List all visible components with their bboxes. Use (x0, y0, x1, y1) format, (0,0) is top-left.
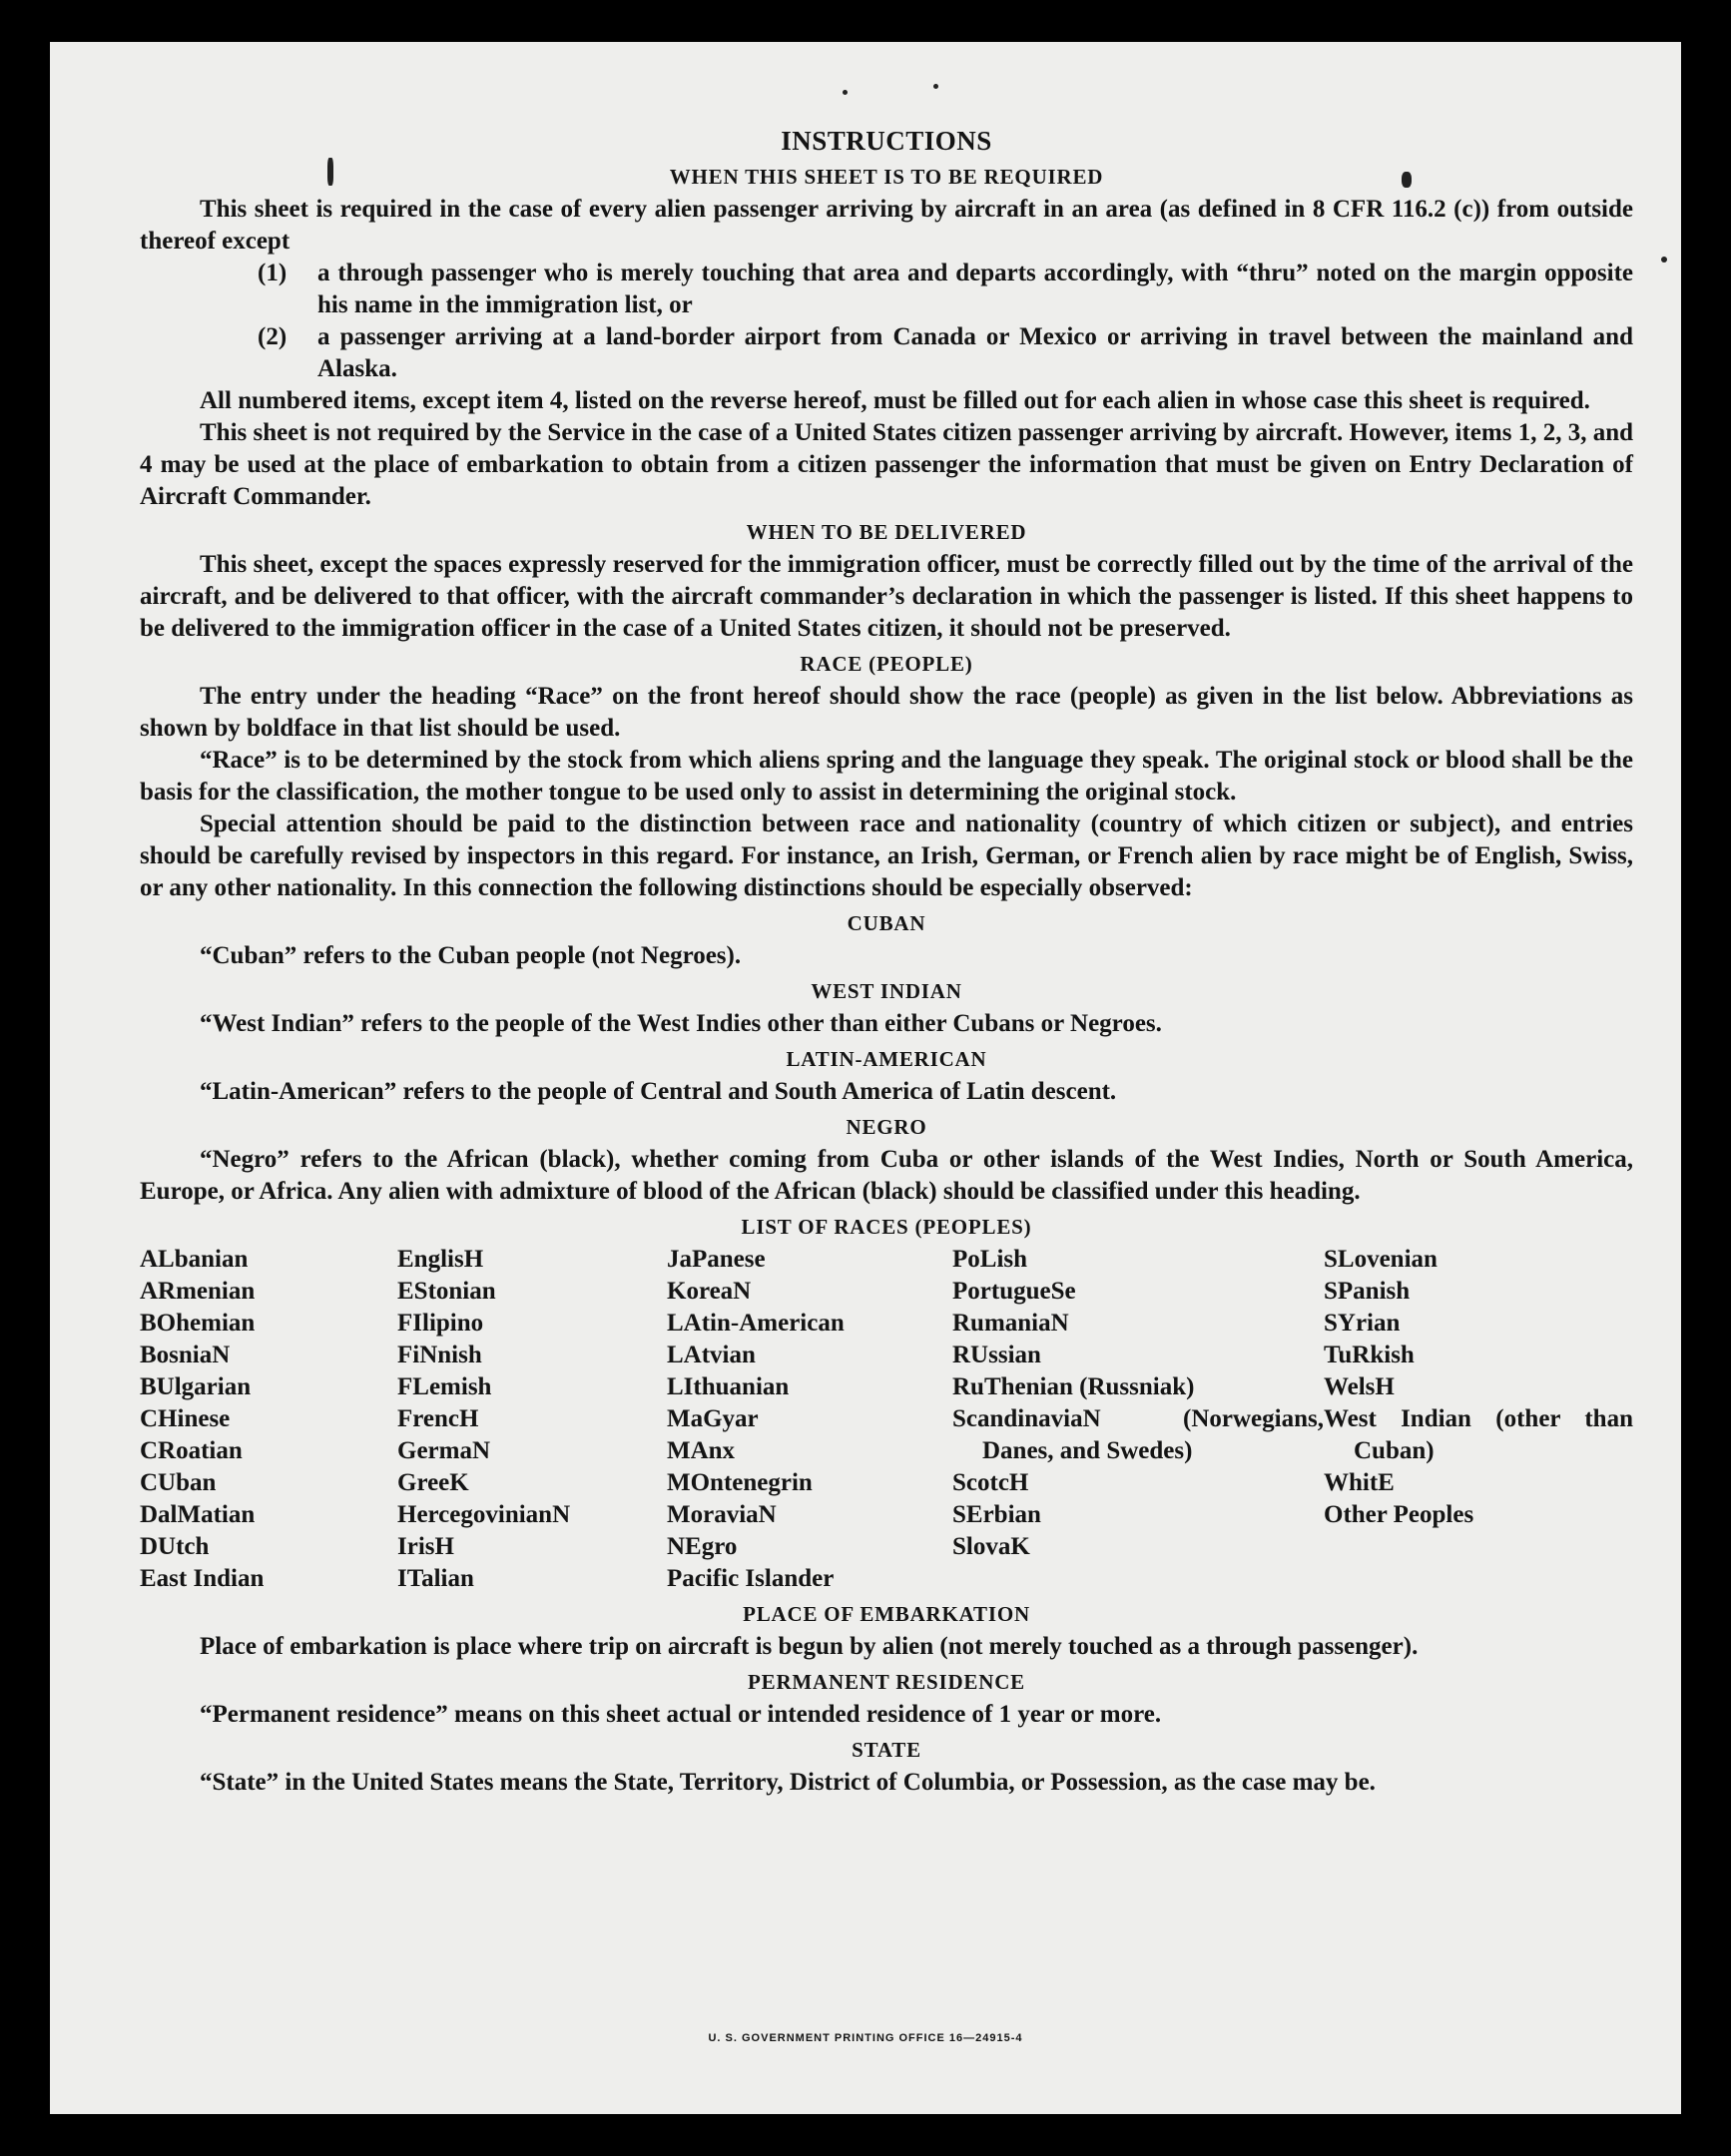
race-item: RuThenian (Russniak) (952, 1373, 1195, 1400)
race-item: ScandinaviaN (Norwegians, Danes, and Swedes) (952, 1405, 1324, 1464)
race-para1: The entry under the heading “Race” on the front hereof should show the race (people) as given in the list below. Abbreviations as shown by boldface in that list should be used. (140, 683, 1633, 742)
races-column (1324, 1244, 1633, 1595)
heading-when-required: WHEN THIS SHEET IS TO BE REQUIRED (669, 165, 1104, 189)
speck (843, 90, 848, 95)
races-column (397, 1244, 667, 1595)
negro-text: “Negro” refers to the African (black), whether coming from Cuba or other islands of the West Indies, North or South America, Europe, or Africa. Any alien with admixture of blood of the African (black) should be classified under this heading. (140, 1146, 1633, 1205)
exception-number: (2) (258, 323, 288, 350)
race-item: HercegovinianN (397, 1501, 571, 1528)
page-title: INSTRUCTIONS (781, 126, 992, 156)
race-item: BosniaN (140, 1342, 231, 1368)
race-item: Other Peoples (1324, 1501, 1474, 1528)
race-item: CRoatian (140, 1437, 243, 1464)
race-item: PortugueSe (952, 1278, 1076, 1305)
when-required-para2: All numbered items, except item 4, listed on the reverse hereof, must be filled out for each alien in whose case this sheet is required. (200, 387, 1590, 414)
race-item: LIthuanian (667, 1373, 790, 1400)
heading-when-delivered: WHEN TO BE DELIVERED (746, 520, 1027, 544)
heading-west-indian: WEST INDIAN (811, 979, 962, 1003)
race-item: JaPanese (667, 1246, 766, 1273)
race-item: WelsH (1324, 1373, 1395, 1400)
race-item: Pacific Islander (667, 1565, 835, 1592)
race-item: SYrian (1324, 1310, 1401, 1337)
race-item: EnglisH (397, 1246, 484, 1273)
race-item: SlovaK (952, 1533, 1030, 1560)
races-column (140, 1244, 397, 1595)
race-item: West Indian (other than Cuban) (1324, 1405, 1633, 1464)
heading-latin-american: LATIN-AMERICAN (786, 1047, 987, 1071)
race-item: RUssian (952, 1342, 1041, 1368)
heading-list-of-races: LIST OF RACES (PEOPLES) (741, 1215, 1032, 1239)
race-item: LAtvian (667, 1342, 756, 1368)
race-item: EStonian (397, 1278, 496, 1305)
instructions-content (140, 124, 1633, 1799)
speck (933, 84, 938, 89)
race-item: WhitE (1324, 1469, 1395, 1496)
place-of-embarkation-text: Place of embarkation is place where trip on aircraft is begun by alien (not merely touched as a through passenger). (200, 1633, 1419, 1660)
heading-cuban: CUBAN (847, 911, 926, 935)
exception-item (140, 321, 1633, 385)
race-item: ITalian (397, 1565, 474, 1592)
speck (1661, 257, 1667, 263)
race-item: MOntenegrin (667, 1469, 813, 1496)
exception-item (140, 258, 1633, 321)
state-text: “State” in the United States means the State, Territory, District of Columbia, or Possession, as the case may be. (200, 1769, 1376, 1796)
race-item: LAtin-American (667, 1310, 845, 1337)
race-item: East Indian (140, 1565, 265, 1592)
race-item: DUtch (140, 1533, 210, 1560)
race-item: GermaN (397, 1437, 491, 1464)
race-item: BUlgarian (140, 1373, 252, 1400)
race-item: PoLish (952, 1246, 1028, 1273)
permanent-residence-text: “Permanent residence” means on this sheet actual or intended residence of 1 year or more. (200, 1701, 1162, 1728)
heading-permanent-residence: PERMANENT RESIDENCE (748, 1670, 1025, 1694)
race-item: IrisH (397, 1533, 454, 1560)
exception-number: (1) (258, 260, 288, 286)
race-item: ALbanian (140, 1246, 249, 1273)
races-column (952, 1244, 1324, 1595)
exception-text: a passenger arriving at a land-border airport from Canada or Mexico or arriving in travel between the mainland and Alaska. (317, 323, 1633, 382)
race-item: MoraviaN (667, 1501, 777, 1528)
when-required-intro: This sheet is required in the case of every alien passenger arriving by aircraft in an area (as defined in 8 CFR 116.2 (c)) from outside thereof except (140, 196, 1633, 255)
latin-american-text: “Latin-American” refers to the people of Central and South America of Latin descent. (200, 1078, 1117, 1105)
when-delivered-text: This sheet, except the spaces expressly reserved for the immigration officer, must be correctly filled out by the time of the arrival of the aircraft, and be delivered to that officer, with the aircraft commander’s declaration in which the passenger is listed. If this sheet happens to be delivered to the immigration officer in the case of a United States citizen, it should not be preserved. (140, 551, 1633, 642)
race-item: ARmenian (140, 1278, 256, 1305)
west-indian-text: “West Indian” refers to the people of the West Indies other than either Cubans or Negroes. (200, 1010, 1162, 1037)
race-item: MaGyar (667, 1405, 759, 1432)
heading-state: STATE (852, 1738, 921, 1762)
race-item: FLemish (397, 1373, 492, 1400)
heading-race: RACE (PEOPLE) (800, 652, 973, 676)
race-item: FrencH (397, 1405, 479, 1432)
race-item: DalMatian (140, 1501, 256, 1528)
cuban-text: “Cuban” refers to the Cuban people (not Negroes). (200, 942, 742, 969)
document-page (50, 42, 1681, 2114)
race-para3: Special attention should be paid to the distinction between race and nationality (country of which citizen or subject), and entries should be carefully revised by inspectors in this regard. For instance, an Irish, German, or French alien by race might be of English, Swiss, or any other nationality. In this connection the following distinctions should be especially observed: (140, 810, 1633, 901)
race-item: ScotcH (952, 1469, 1029, 1496)
race-item: GreeK (397, 1469, 469, 1496)
exception-text: a through passenger who is merely touching that area and departs accordingly, with “thru” noted on the margin opposite his name in the immigration list, or (317, 260, 1633, 318)
race-item: BOhemian (140, 1310, 256, 1337)
printer-imprint: U. S. GOVERNMENT PRINTING OFFICE 16—24915-4 (708, 2032, 1023, 2044)
race-item: NEgro (667, 1533, 738, 1560)
when-required-para3: This sheet is not required by the Service in the case of a United States citizen passenger arriving by aircraft. However, items 1, 2, 3, and 4 may be used at the place of embarkation to obtain from a citizen passenger the information that must be given on Entry Declaration of Aircraft Commander. (140, 419, 1633, 510)
race-para2: “Race” is to be determined by the stock from which aliens spring and the language they speak. The original stock or blood shall be the basis for the classification, the mother tongue to be used only to assist in determining the original stock. (140, 747, 1633, 806)
race-item: TuRkish (1324, 1342, 1415, 1368)
race-item: RumaniaN (952, 1310, 1069, 1337)
race-item: SLovenian (1324, 1246, 1438, 1273)
race-item: KoreaN (667, 1278, 752, 1305)
races-column (667, 1244, 952, 1595)
race-item: SErbian (952, 1501, 1041, 1528)
race-item: CUban (140, 1469, 217, 1496)
races-list (140, 1244, 1633, 1595)
heading-place-of-embarkation: PLACE OF EMBARKATION (743, 1602, 1030, 1626)
race-item: FiNnish (397, 1342, 482, 1368)
race-item: SPanish (1324, 1278, 1411, 1305)
race-item: FIlipino (397, 1310, 484, 1337)
race-item: CHinese (140, 1405, 231, 1432)
race-item: MAnx (667, 1437, 736, 1464)
heading-negro: NEGRO (846, 1115, 927, 1139)
